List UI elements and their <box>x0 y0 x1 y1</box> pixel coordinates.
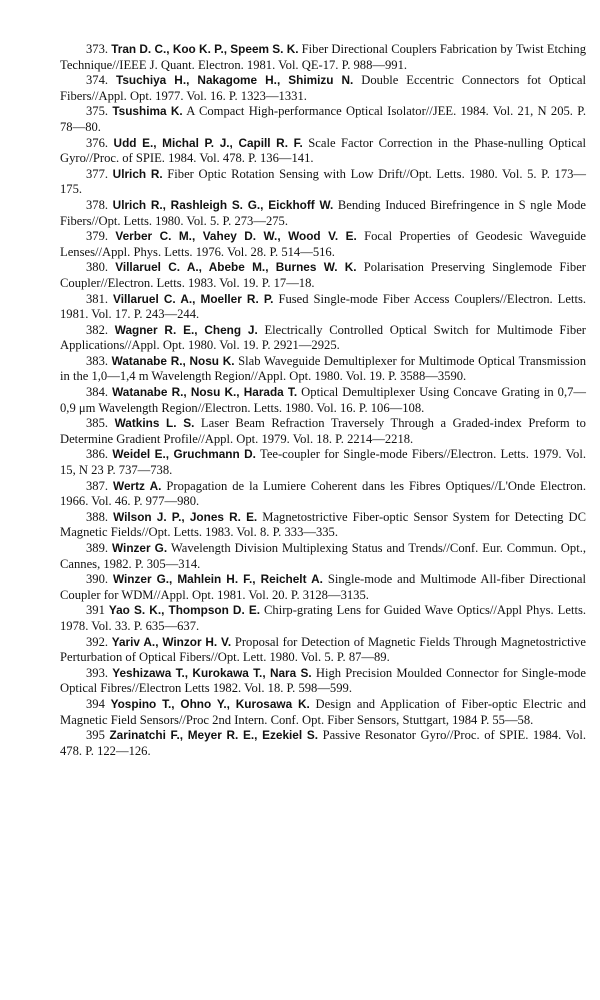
reference-number: 373. <box>86 42 109 56</box>
reference-text: Electrically Controlled Optical Switch for Multimode Fiber Applications//Appl. Opt. 1980. Vol. 19. P. 2921—2925. <box>60 322 586 353</box>
reference-text: Design and Application of Fiber-optic Electric and Magnetic Field Sensors//Proc 2nd Intern. Conf. Opt. Fiber Sensors, Stuttgart, 1984 P. 55—58. <box>60 696 586 727</box>
reference-number: 383. <box>86 353 109 368</box>
reference-number: 374. <box>86 73 109 88</box>
reference-text: Bending Induced Birefringence in S ngle Mode Fibers//Opt. Letts. 1980. Vol. 5. P. 273—275. <box>60 197 586 228</box>
reference-text: Passive Resonator Gyro//Proc. of SPIE. 1984. Vol. 478. P. 122—126. <box>60 728 587 758</box>
reference-entry <box>60 385 586 416</box>
reference-text: Proposal for Detection of Magnetic Fields Through Magnetostrictive Perturbation of Optical Fibers//Opt. Lett. 1980. Vol. 5. P. 87—89. <box>60 634 586 665</box>
reference-number: 377. <box>86 166 109 181</box>
reference-number: 376. <box>86 135 109 150</box>
reference-entry <box>60 697 586 728</box>
reference-entry <box>60 479 586 510</box>
reference-number: 375. <box>86 104 109 119</box>
reference-entry <box>60 416 586 447</box>
reference-text: Double Eccentric Connectors fot Optical Fibers//Appl. Opt. 1977. Vol. 16. P. 1323—1331. <box>60 73 587 103</box>
reference-number: 393. <box>86 665 109 680</box>
reference-number: 389. <box>86 541 109 555</box>
reference-number: 392. <box>86 634 109 649</box>
reference-entry <box>60 167 586 198</box>
reference-entry <box>60 447 586 478</box>
reference-entry <box>60 603 586 634</box>
reference-text: Propagation de la Lumiere Coherent dans les Fibres Optiques//L'Onde Electron. 1966. Vol. 46. P. 977—980. <box>60 478 586 509</box>
reference-authors: Watkins L. S. <box>114 416 195 431</box>
reference-authors: Udd E., Michal P. J., Capill R. F. <box>113 135 303 150</box>
reference-entry <box>60 136 586 167</box>
reference-text: Polarisation Preserving Singlemode Fiber Coupler//Electron. Letts. 1983. Vol. 19. P. 17—18. <box>60 260 586 290</box>
reference-authors: Weidel E., Gruchmann D. <box>112 447 256 462</box>
reference-number: 394 <box>86 696 105 711</box>
reference-number: 381. <box>86 291 109 306</box>
reference-entry <box>60 229 586 260</box>
reference-authors: Wilson J. P., Jones R. E. <box>113 509 258 524</box>
reference-entry <box>60 666 586 697</box>
reference-text: Laser Beam Refraction Traversely Through a Graded-index Preform to Determine Gradient Profile//Appl. Opt. 1979. Vol. 18. P. 2214—2218. <box>60 416 586 446</box>
reference-authors: Zarinatchi F., Meyer R. E., Ezekiel S. <box>109 728 318 743</box>
reference-text: Wavelength Division Multiplexing Status and Trends//Conf. Eur. Commun. Opt., Cannes, 1982. P. 305—314. <box>60 541 586 571</box>
reference-entry <box>60 323 586 354</box>
reference-number: 390. <box>86 572 109 587</box>
reference-authors: Villaruel C. A., Moeller R. P. <box>113 291 274 306</box>
reference-authors: Yariv A., Winzor H. V. <box>111 634 232 649</box>
reference-number: 385. <box>86 416 109 431</box>
reference-entry <box>60 635 586 666</box>
reference-entry <box>60 728 586 759</box>
reference-entry <box>60 541 586 572</box>
reference-text: Fiber Optic Rotation Sensing with Low Drift//Opt. Letts. 1980. Vol. 5. P. 173—175. <box>60 166 587 197</box>
reference-number: 380. <box>86 260 109 275</box>
reference-authors: Tsuchiya H., Nakagome H., Shimizu N. <box>115 73 354 88</box>
reference-entry <box>60 572 586 603</box>
reference-entry <box>60 73 586 104</box>
reference-authors: Wertz A. <box>113 478 162 493</box>
reference-authors: Winzer G. <box>112 541 168 555</box>
reference-authors: Ulrich R., Rashleigh S. G., Eickhoff W. <box>112 197 334 212</box>
reference-entry <box>60 510 586 541</box>
reference-number: 388. <box>86 509 109 524</box>
reference-text: A Compact High-performance Optical Isolator//JEE. 1984. Vol. 21, N 205. P. 78—80. <box>60 104 586 134</box>
reference-text: Tee-coupler for Single-mode Fibers//Electron. Letts. 1979. Vol. 15, N 23 P. 737—738. <box>60 447 586 478</box>
reference-authors: Verber C. M., Vahey D. W., Wood V. E. <box>115 229 357 244</box>
reference-number: 378. <box>86 197 109 212</box>
reference-authors: Yao S. K., Thompson D. E. <box>108 603 261 618</box>
reference-entry <box>60 292 586 323</box>
reference-entry <box>60 260 586 291</box>
reference-authors: Watanabe R., Nosu K., Harada T. <box>112 385 298 400</box>
reference-authors: Yeshizawa T., Kurokawa T., Nara S. <box>112 665 312 680</box>
reference-authors: Ulrich R. <box>112 166 163 181</box>
reference-authors: Tsushima K. <box>112 104 183 119</box>
reference-entry <box>60 42 586 73</box>
reference-text: Chirp-grating Lens for Guided Wave Optics//Appl Phys. Letts. 1978. Vol. 33. P. 635—637. <box>60 603 587 633</box>
reference-number: 391 <box>86 603 105 618</box>
reference-authors: Watanabe R., Nosu K. <box>111 353 235 368</box>
reference-entry <box>60 104 586 135</box>
reference-text: High Precision Moulded Connector for Single-mode Optical Fibres//Electron Letts 1982. Vol. 18. P. 598—599. <box>60 665 586 696</box>
reference-authors: Villaruel C. A., Abebe M., Burnes W. K. <box>115 260 357 275</box>
reference-authors: Yospino T., Ohno Y., Kurosawa K. <box>110 696 310 711</box>
reference-authors: Winzer G., Mahlein H. F., Reichelt A. <box>112 572 323 587</box>
reference-entry <box>60 198 586 229</box>
reference-text: Scale Factor Correction in the Phase-nulling Optical Gyro//Proc. of SPIE. 1984. Vol. 478. P. 136—141. <box>60 135 587 166</box>
reference-number: 379. <box>86 229 109 244</box>
reference-text: Fiber Directional Couplers Fabrication by Twist Etching Technique//IEEE J. Quant. Electron. 1981. Vol. QE-17. P. 988—991. <box>60 42 586 72</box>
reference-text: Magnetostrictive Fiber-optic Sensor System for Detecting DC Magnetic Fields//Opt. Letts. 1983. Vol. 8. P. 333—335. <box>60 509 586 540</box>
reference-number: 382. <box>86 322 109 337</box>
reference-text: Focal Properties of Geodesic Waveguide Lenses//Appl. Phys. Letts. 1976. Vol. 28. P. 514—516. <box>60 229 586 259</box>
reference-authors: Tran D. C., Koo K. P., Speem S. K. <box>111 42 299 56</box>
reference-text: Optical Demultiplexer Using Concave Grating in 0,7—0,9 μm Wavelength Region//Electron. Letts. 1980. Vol. 16. P. 106—108. <box>60 385 587 415</box>
reference-number: 387. <box>86 478 109 493</box>
reference-entry <box>60 354 586 385</box>
reference-number: 384. <box>86 385 109 400</box>
reference-text: Fused Single-mode Fiber Access Couplers//Electron. Letts. 1981. Vol. 17. P. 243—244. <box>60 291 587 322</box>
reference-text: Slab Waveguide Demultiplexer for Multimode Optical Transmission in the 1,0—1,4 m Wavelength Region//Appl. Opt. 1980. Vol. 19. P. 3588—3590. <box>60 353 587 384</box>
reference-number: 395 <box>86 728 105 743</box>
reference-text: Single-mode and Multimode All-fiber Directional Coupler for WDM//Appl. Opt. 1981. Vol. 20. P. 3128—3135. <box>60 572 587 602</box>
reference-number: 386. <box>86 447 109 462</box>
reference-authors: Wagner R. E., Cheng J. <box>114 322 258 337</box>
